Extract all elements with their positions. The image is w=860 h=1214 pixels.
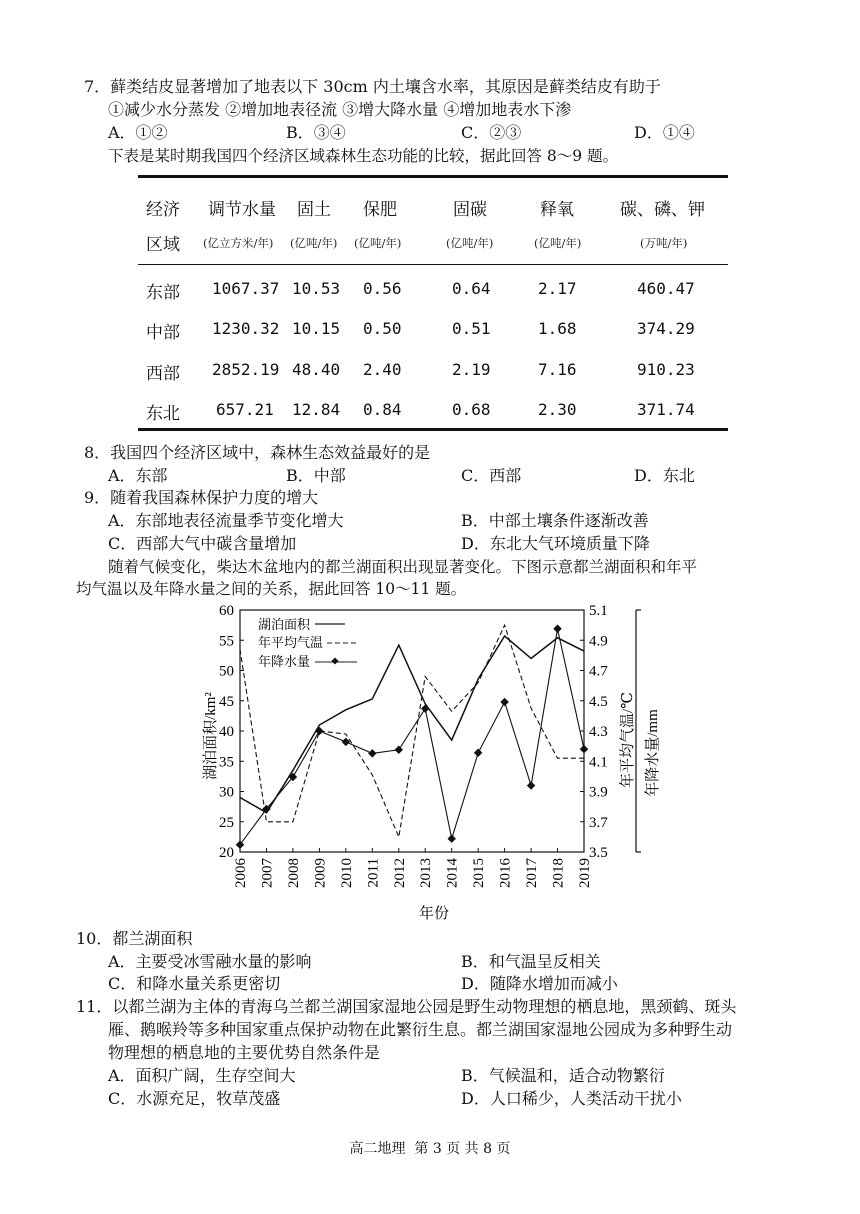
q11-stem-line2: 雁、鹅喉羚等多种国家重点保护动物在此繁衍生息。都兰湖国家湿地公园成为多种野生动 bbox=[108, 1020, 733, 1039]
th-region-1: 经济 bbox=[146, 200, 180, 220]
cell: 374.29 bbox=[637, 319, 695, 338]
y-tick-label-left: 40 bbox=[219, 724, 234, 740]
y-tick-label-left: 25 bbox=[219, 814, 234, 831]
y-axis-label-right-precip: 年降水量/mm bbox=[645, 709, 661, 797]
x-tick-label: 2006 bbox=[233, 858, 249, 888]
th-cpk: 碳、磷、钾 bbox=[620, 200, 705, 220]
q8-option-b: B．中部 bbox=[286, 466, 346, 485]
q8-option-d: D．东北 bbox=[634, 466, 695, 485]
cell: 48.40 bbox=[292, 360, 341, 379]
chart-intro-line2: 均气温以及年降水量之间的关系，据此回答 10～11 题。 bbox=[76, 580, 467, 598]
q11-option-d: D．人口稀少，人类活动干扰小 bbox=[461, 1089, 682, 1108]
unit-carbon: (亿吨/年) bbox=[446, 236, 494, 250]
legend-label-precip: 年降水量 bbox=[258, 654, 311, 669]
y-tick-label-left: 55 bbox=[219, 633, 234, 650]
q9-option-b: B．中部土壤条件逐渐改善 bbox=[461, 511, 649, 530]
unit-water: (亿立方米/年) bbox=[203, 236, 274, 250]
precip-point bbox=[421, 704, 429, 712]
x-tick-label: 2013 bbox=[418, 858, 435, 888]
precip-point bbox=[527, 781, 535, 789]
cell: 657.21 bbox=[216, 400, 274, 419]
precip-point bbox=[236, 840, 244, 848]
legend-marker-precip bbox=[331, 657, 338, 664]
x-tick-label: 2016 bbox=[497, 858, 514, 888]
q11-option-a: A．面积广阔，生存空间大 bbox=[108, 1066, 296, 1085]
y-tick-label-right: 4.5 bbox=[589, 693, 608, 710]
y-tick-label-right: 5.1 bbox=[589, 603, 608, 619]
y-tick-label-right: 4.3 bbox=[589, 724, 608, 740]
y-tick-label-right: 4.1 bbox=[589, 754, 608, 771]
cell: 2852.19 bbox=[212, 360, 280, 379]
row-central-region: 中部 bbox=[146, 323, 180, 343]
precip-point bbox=[580, 745, 588, 753]
q8-option-a: A．东部 bbox=[108, 466, 168, 485]
q9-option-d: D．东北大气环境质量下降 bbox=[461, 534, 650, 553]
q11-option-b: B．气候温和，适合动物繁衍 bbox=[461, 1066, 665, 1085]
cell: 0.64 bbox=[452, 279, 491, 298]
cell: 0.50 bbox=[363, 319, 402, 338]
row-west-region: 西部 bbox=[146, 364, 180, 384]
y-tick-label-right: 4.9 bbox=[589, 633, 608, 650]
q7-sub-items: ①减少水分蒸发 ②增加地表径流 ③增大降水量 ④增加地表水下渗 bbox=[108, 100, 572, 119]
legend-label-temp: 年平均气温 bbox=[258, 635, 324, 650]
cell: 0.68 bbox=[452, 400, 491, 419]
row-northeast-region: 东北 bbox=[146, 404, 180, 424]
cell: 1.68 bbox=[538, 319, 577, 338]
x-tick-label: 2007 bbox=[259, 858, 276, 888]
th-carbon: 固碳 bbox=[453, 200, 487, 220]
q11-stem-line3: 物理想的栖息地的主要优势自然条件是 bbox=[108, 1043, 381, 1062]
table-bottom-rule bbox=[138, 428, 728, 431]
q10-option-b: B．和气温呈反相关 bbox=[461, 952, 601, 971]
y-tick-label-left: 60 bbox=[219, 603, 234, 619]
chart-legend bbox=[258, 617, 357, 669]
th-fertility: 保肥 bbox=[363, 200, 397, 220]
cell: 12.84 bbox=[292, 400, 341, 419]
precip-point bbox=[447, 834, 455, 842]
q10-option-d: D．随降水增加而减小 bbox=[461, 974, 618, 993]
cell: 2.19 bbox=[452, 360, 491, 379]
x-tick-label: 2014 bbox=[444, 858, 461, 888]
q7-option-c: C．②③ bbox=[461, 123, 522, 142]
q7-option-b: B．③④ bbox=[286, 123, 346, 142]
q7-option-d: D．①④ bbox=[634, 123, 695, 142]
table-intro: 下表是某时期我国四个经济区域森林生态功能的比较，据此回答 8～9 题。 bbox=[108, 147, 619, 165]
legend-label-area: 湖泊面积 bbox=[258, 617, 311, 632]
precip-point bbox=[315, 727, 323, 735]
q8-stem: 8．我国四个经济区域中，森林生态效益最好的是 bbox=[84, 443, 431, 462]
cell: 0.84 bbox=[363, 400, 402, 419]
q7-option-a: A．①② bbox=[108, 123, 168, 142]
cell: 0.51 bbox=[452, 319, 491, 338]
table-header-rule bbox=[138, 264, 728, 265]
y-tick-label-left: 45 bbox=[219, 693, 234, 710]
cell: 2.17 bbox=[538, 279, 577, 298]
table-top-rule bbox=[138, 175, 728, 178]
cell: 910.23 bbox=[637, 360, 695, 379]
precip-point bbox=[368, 749, 376, 757]
q8-option-c: C．西部 bbox=[461, 466, 522, 485]
x-axis-label: 年份 bbox=[418, 906, 450, 922]
y-tick-label-left: 50 bbox=[219, 663, 234, 680]
precip-point bbox=[342, 738, 350, 746]
row-east-region: 东部 bbox=[146, 283, 180, 303]
cell: 460.47 bbox=[637, 279, 695, 298]
unit-soil: (亿吨/年) bbox=[290, 236, 338, 250]
x-tick-label: 2017 bbox=[524, 858, 541, 888]
q10-stem: 10．都兰湖面积 bbox=[76, 929, 193, 948]
cell: 2.30 bbox=[538, 400, 577, 419]
y-tick-label-right: 4.7 bbox=[589, 663, 608, 680]
cell: 2.40 bbox=[363, 360, 402, 379]
x-tick-label: 2019 bbox=[577, 858, 593, 888]
th-region-2: 区域 bbox=[146, 235, 180, 255]
chart-intro-line1: 随着气候变化，柴达木盆地内的都兰湖面积出现显著变化。下图示意都兰湖面积和年平 bbox=[108, 558, 698, 576]
y-tick-label-left: 35 bbox=[219, 754, 234, 771]
x-tick-label: 2018 bbox=[550, 858, 567, 888]
y-tick-label-left: 20 bbox=[219, 845, 234, 861]
precip-point bbox=[395, 746, 403, 754]
cell: 10.15 bbox=[292, 319, 341, 338]
cell: 1067.37 bbox=[212, 279, 280, 298]
q7-stem: 7．藓类结皮显著增加了地表以下 30cm 内土壤含水率，其原因是藓类结皮有助于 bbox=[84, 77, 661, 96]
q11-stem-line1: 11．以都兰湖为主体的青海乌兰都兰湖国家湿地公园是野生动物理想的栖息地，黑颈鹤、斑头 bbox=[76, 997, 737, 1016]
cell: 1230.32 bbox=[212, 319, 280, 338]
y-tick-label-right: 3.7 bbox=[589, 814, 608, 831]
x-tick-label: 2012 bbox=[391, 858, 408, 888]
cell: 10.53 bbox=[292, 279, 341, 298]
cell: 371.74 bbox=[637, 400, 695, 419]
q9-option-a: A．东部地表径流量季节变化增大 bbox=[108, 511, 344, 530]
th-soil: 固土 bbox=[297, 200, 331, 220]
x-tick-label: 2011 bbox=[365, 858, 382, 888]
q10-option-c: C．和降水量关系更密切 bbox=[108, 974, 281, 993]
unit-cpk: (万吨/年) bbox=[640, 236, 688, 250]
x-tick-label: 2015 bbox=[471, 858, 488, 888]
x-tick-label: 2010 bbox=[338, 858, 355, 888]
page-footer: 高二地理 第 3 页 共 8 页 bbox=[349, 1141, 511, 1157]
precip-point bbox=[500, 698, 508, 706]
y-axis-label-left: 湖泊面积/km² bbox=[203, 692, 219, 780]
y-tick-label-left: 30 bbox=[219, 784, 234, 801]
x-tick-label: 2008 bbox=[285, 858, 302, 888]
precip-point bbox=[474, 749, 482, 757]
cell: 7.16 bbox=[538, 360, 577, 379]
q10-option-a: A．主要受冰雪融水量的影响 bbox=[108, 952, 312, 971]
th-oxygen: 释氧 bbox=[540, 200, 574, 220]
unit-fertility: (亿吨/年) bbox=[354, 236, 402, 250]
y-axis-label-right-temp: 年平均气温/℃ bbox=[620, 692, 636, 788]
th-water: 调节水量 bbox=[208, 200, 276, 220]
x-tick-label: 2009 bbox=[312, 858, 329, 888]
y-tick-label-right: 3.9 bbox=[589, 784, 608, 801]
lake-climate-chart bbox=[190, 596, 670, 930]
q11-option-c: C．水源充足，牧草茂盛 bbox=[108, 1089, 281, 1108]
y-tick-label-right: 3.5 bbox=[589, 845, 608, 861]
cell: 0.56 bbox=[363, 279, 402, 298]
unit-oxygen: (亿吨/年) bbox=[534, 236, 582, 250]
q9-option-c: C．西部大气中碳含量增加 bbox=[108, 534, 297, 553]
q9-stem: 9．随着我国森林保护力度的增大 bbox=[84, 488, 319, 507]
precip-point bbox=[553, 625, 561, 633]
